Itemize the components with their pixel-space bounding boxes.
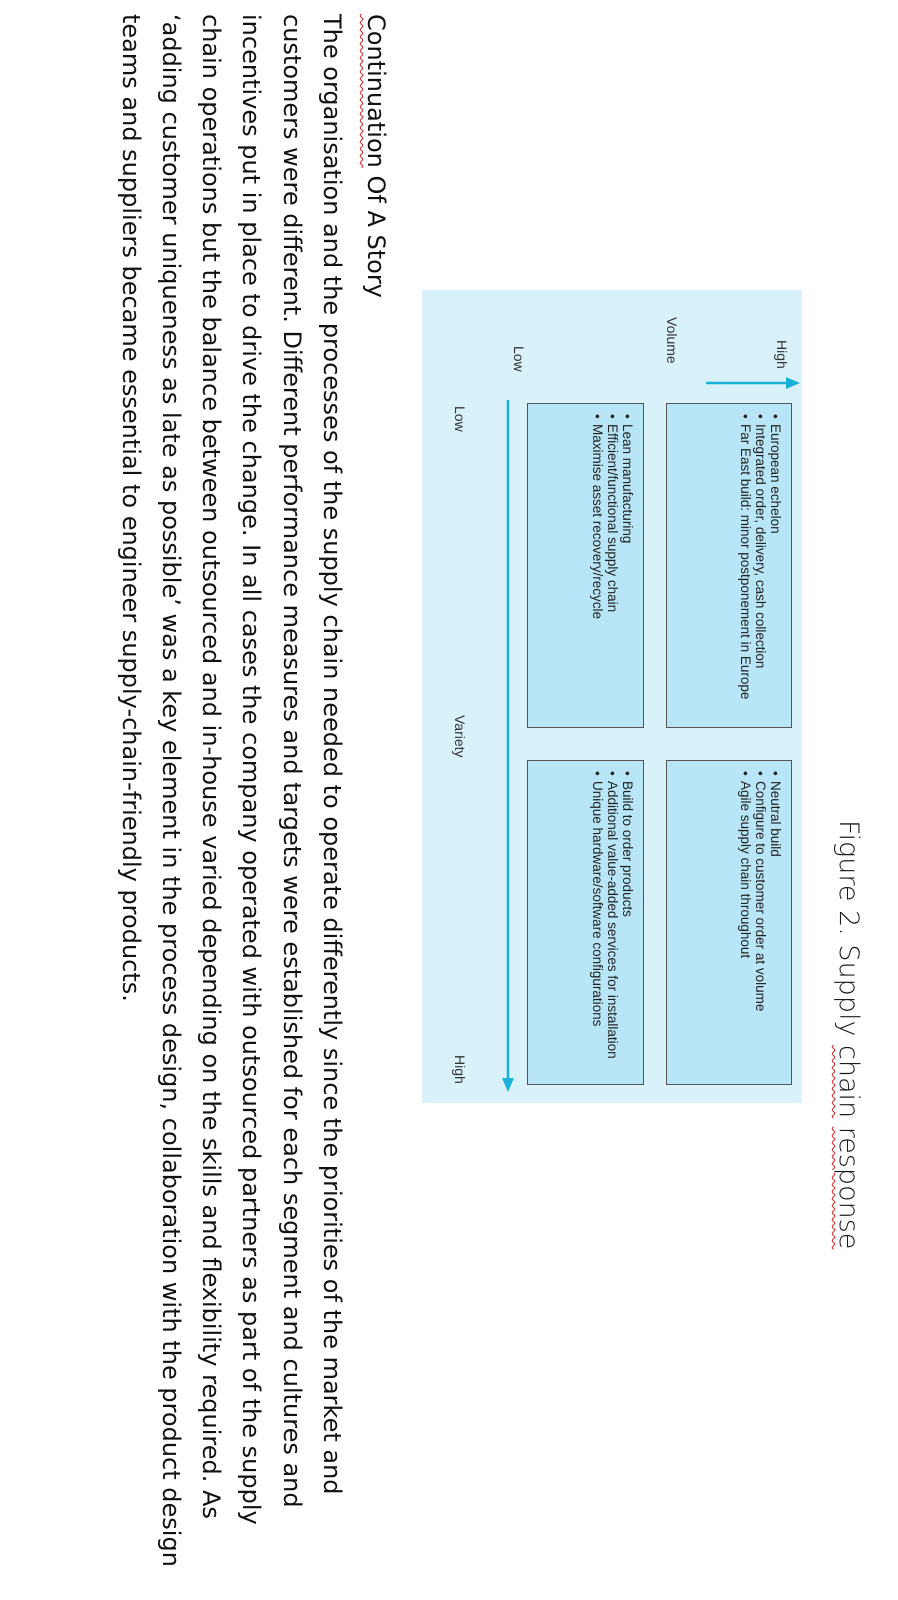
quadrant-item: • Maximise asset recovery/recycle <box>590 414 605 717</box>
section-heading-word: Continuation <box>362 14 390 168</box>
section-heading <box>362 14 390 298</box>
volume-axis-low-label: Low <box>511 346 527 372</box>
quadrant-item: • Far East build: minor postponement in Europe <box>738 414 753 717</box>
section-heading-rest: Of A Story <box>362 167 390 298</box>
figure-title-prefix: Figure 2. Supply <box>833 820 864 1046</box>
quadrant-item: • Agile supply chain throughout <box>738 771 753 1074</box>
quadrant-high-volume-high-variety <box>666 760 792 1085</box>
quadrant-low-volume-high-variety <box>527 760 644 1085</box>
quadrant-high-volume-low-variety <box>666 403 792 728</box>
variety-axis-title: Variety <box>452 715 468 758</box>
quadrant-item: • European echelon <box>768 414 783 717</box>
variety-axis-high-label: High <box>452 1055 468 1084</box>
figure-title-space <box>833 1118 864 1127</box>
variety-axis-low-label: Low <box>452 406 468 432</box>
figure-title <box>833 820 864 1249</box>
quadrant-item: • Additional value-added services for installation <box>605 771 620 1074</box>
volume-axis-high-label: High <box>774 340 790 369</box>
quadrant-item: • Integrated order, delivery, cash collection <box>753 414 768 717</box>
quadrant-item: • Configure to customer order at volume <box>753 771 768 1074</box>
quadrant-item: • Unique hardware/software configurations <box>590 771 605 1074</box>
volume-axis-title: Volume <box>664 317 680 364</box>
supply-chain-matrix <box>422 290 802 1103</box>
quadrant-item: • Neutral build <box>768 771 783 1074</box>
figure-title-chain: chain <box>833 1045 864 1119</box>
quadrant-item: • Build to order products <box>620 771 635 1074</box>
variety-axis-arrow <box>500 398 516 1093</box>
quadrant-low-volume-low-variety <box>527 403 644 728</box>
quadrant-item: • Lean manufacturing <box>620 414 635 717</box>
volume-axis-arrow <box>702 375 802 391</box>
quadrant-item: • Efficient/functional supply chain <box>605 414 620 717</box>
body-paragraph: The organisation and the processes of the supply chain needed to operate differently since the priorities of the market and customers were different. Different performance measures and targets were established for each segment and cultures and incentives put in place to drive the change. In all cases the company operated with outsourced partners as part of the supply chain operations but the balance between outsourced and in-house varied depending on the skills and flexibility required. As ‘adding customer uniqueness as late as possible’ was a key element in the process design, collaboration with the product design teams and suppliers became essential to engineer supply-chain-friendly products. <box>116 14 346 1567</box>
figure-title-response: response <box>833 1126 864 1250</box>
